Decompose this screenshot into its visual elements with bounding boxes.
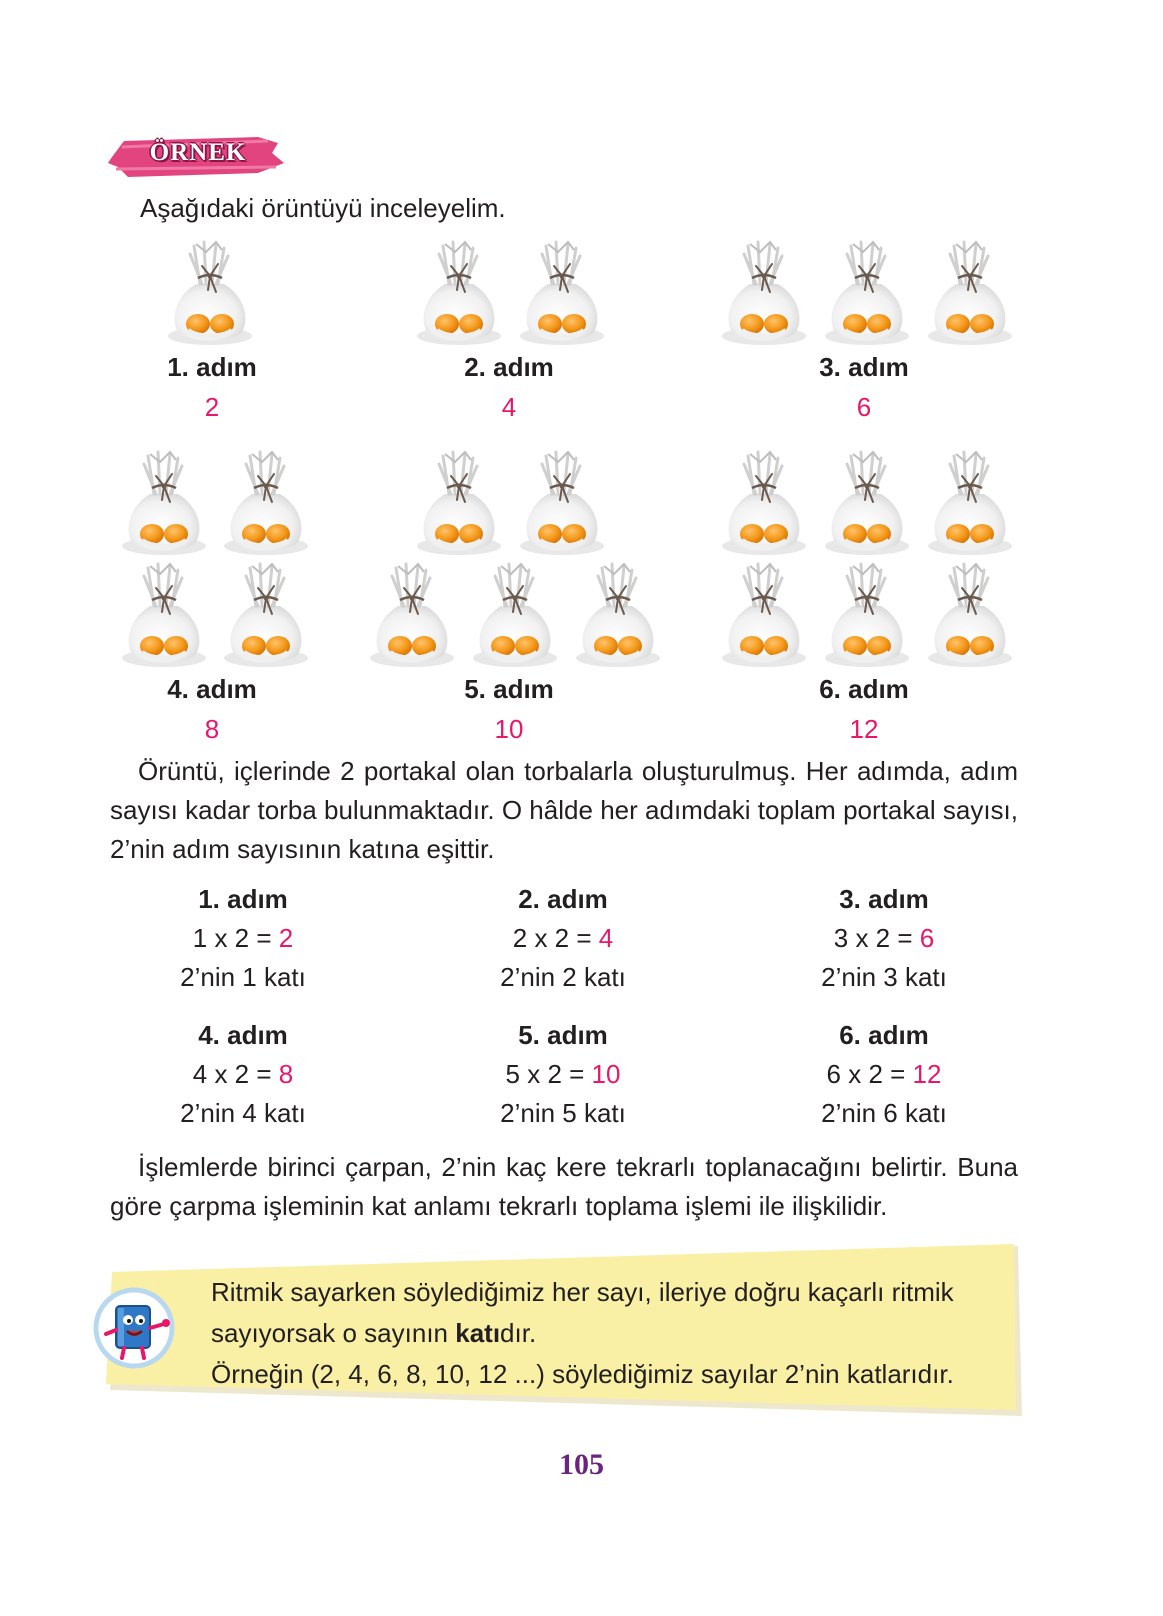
step-value: 4 <box>501 392 517 422</box>
calc-expr: 4 x 2 = <box>192 1059 279 1089</box>
calc-expression <box>113 1055 373 1094</box>
orange-bag-icon <box>222 560 310 670</box>
calc-expr: 2 x 2 = <box>512 923 599 953</box>
step-label: 1. adım <box>167 352 257 382</box>
calc-title: 6. adım <box>839 1020 929 1050</box>
step-value: 6 <box>856 392 872 422</box>
orange-bag-icon <box>720 448 808 558</box>
calc-block <box>433 1016 693 1133</box>
orange-bag-icon <box>415 238 503 348</box>
calc-expression <box>754 919 1014 958</box>
note-line-2: Örneğin (2, 4, 6, 8, 10, 12 ...) söylediğimiz sayılar 2’nin katlarıdır. <box>211 1359 954 1389</box>
conclusion-paragraph <box>110 1148 1018 1226</box>
orange-bag-icon <box>120 560 208 670</box>
step-value: 10 <box>494 714 524 744</box>
step-value: 8 <box>204 714 220 744</box>
calc-multiple: 2’nin 6 katı <box>821 1098 947 1128</box>
orange-bag-icon <box>823 238 911 348</box>
orange-bag-icon <box>926 448 1014 558</box>
orange-bag-icon <box>471 560 559 670</box>
orange-bag-icon <box>574 560 662 670</box>
step-value: 12 <box>849 714 879 744</box>
calc-multiple: 2’nin 4 katı <box>180 1098 306 1128</box>
calc-multiple: 2’nin 3 katı <box>821 962 947 992</box>
note-line-1 <box>211 1272 1003 1354</box>
calc-expression <box>433 919 693 958</box>
calc-title: 4. adım <box>198 1020 288 1050</box>
step-value: 2 <box>204 392 220 422</box>
calc-multiple: 2’nin 2 katı <box>500 962 626 992</box>
example-badge <box>108 133 284 179</box>
orange-bag-icon <box>926 560 1014 670</box>
orange-bag-icon <box>222 448 310 558</box>
note-text-end: dır. <box>500 1318 537 1348</box>
intro-text: Aşağıdaki örüntüyü inceleyelim. <box>140 193 506 223</box>
calc-expr: 1 x 2 = <box>192 923 279 953</box>
orange-bag-icon <box>926 238 1014 348</box>
orange-bag-icon <box>823 448 911 558</box>
badge-label: ÖRNEK <box>149 139 247 166</box>
orange-bag-icon <box>720 560 808 670</box>
calc-result: 8 <box>278 1059 294 1089</box>
note-content <box>211 1272 1003 1395</box>
step-label: 5. adım <box>464 674 554 704</box>
calc-expr: 5 x 2 = <box>505 1059 592 1089</box>
calc-expression <box>754 1055 1014 1094</box>
explanation-text: Örüntü, içlerinde 2 portakal olan torbalarla oluşturulmuş. Her adımda, adım sayısı kadar torba bulunmaktadır. O hâlde her adımdaki toplam portakal sayısı, 2’nin adım sayısının katına eşittir. <box>110 756 1018 864</box>
calc-title: 2. adım <box>518 884 608 914</box>
calc-multiple: 2’nin 1 katı <box>180 962 306 992</box>
calc-title: 1. adım <box>198 884 288 914</box>
calc-block <box>113 1016 373 1133</box>
calc-block <box>433 880 693 997</box>
note-text-start: Ritmik sayarken söylediğimiz her sayı, ileriye doğru kaçarlı ritmik sayıyorsak o sayının <box>211 1277 954 1348</box>
calc-block <box>754 880 1014 997</box>
orange-bag-icon <box>518 238 606 348</box>
orange-bag-icon <box>720 238 808 348</box>
page-number: 105 <box>559 1448 604 1481</box>
calc-block <box>754 1016 1014 1133</box>
step-label: 3. adım <box>819 352 909 382</box>
explanation-paragraph <box>110 752 1018 869</box>
book-mascot-icon <box>92 1286 176 1370</box>
calc-block <box>113 880 373 997</box>
calc-expression <box>433 1055 693 1094</box>
step-label: 4. adım <box>167 674 257 704</box>
info-note <box>104 1244 1022 1424</box>
note-bold-word: katı <box>455 1318 501 1348</box>
calc-result: 12 <box>912 1059 942 1089</box>
orange-bag-icon <box>415 448 503 558</box>
calc-expression <box>113 919 373 958</box>
orange-bag-icon <box>166 238 254 348</box>
calc-result: 4 <box>598 923 614 953</box>
calc-expr: 3 x 2 = <box>833 923 920 953</box>
orange-bag-icon <box>823 560 911 670</box>
orange-bag-icon <box>368 560 456 670</box>
calc-title: 5. adım <box>518 1020 608 1050</box>
calc-result: 6 <box>919 923 935 953</box>
calc-result: 2 <box>278 923 294 953</box>
step-label: 2. adım <box>464 352 554 382</box>
calc-expr: 6 x 2 = <box>826 1059 913 1089</box>
calc-result: 10 <box>591 1059 621 1089</box>
calc-multiple: 2’nin 5 katı <box>500 1098 626 1128</box>
step-label: 6. adım <box>819 674 909 704</box>
calc-title: 3. adım <box>839 884 929 914</box>
orange-bag-icon <box>518 448 606 558</box>
orange-bag-icon <box>120 448 208 558</box>
conclusion-text: İşlemlerde birinci çarpan, 2’nin kaç kere tekrarlı toplanacağını belirtir. Buna göre çarpma işleminin kat anlamı tekrarlı toplama işlemi ile ilişkilidir. <box>110 1152 1018 1221</box>
